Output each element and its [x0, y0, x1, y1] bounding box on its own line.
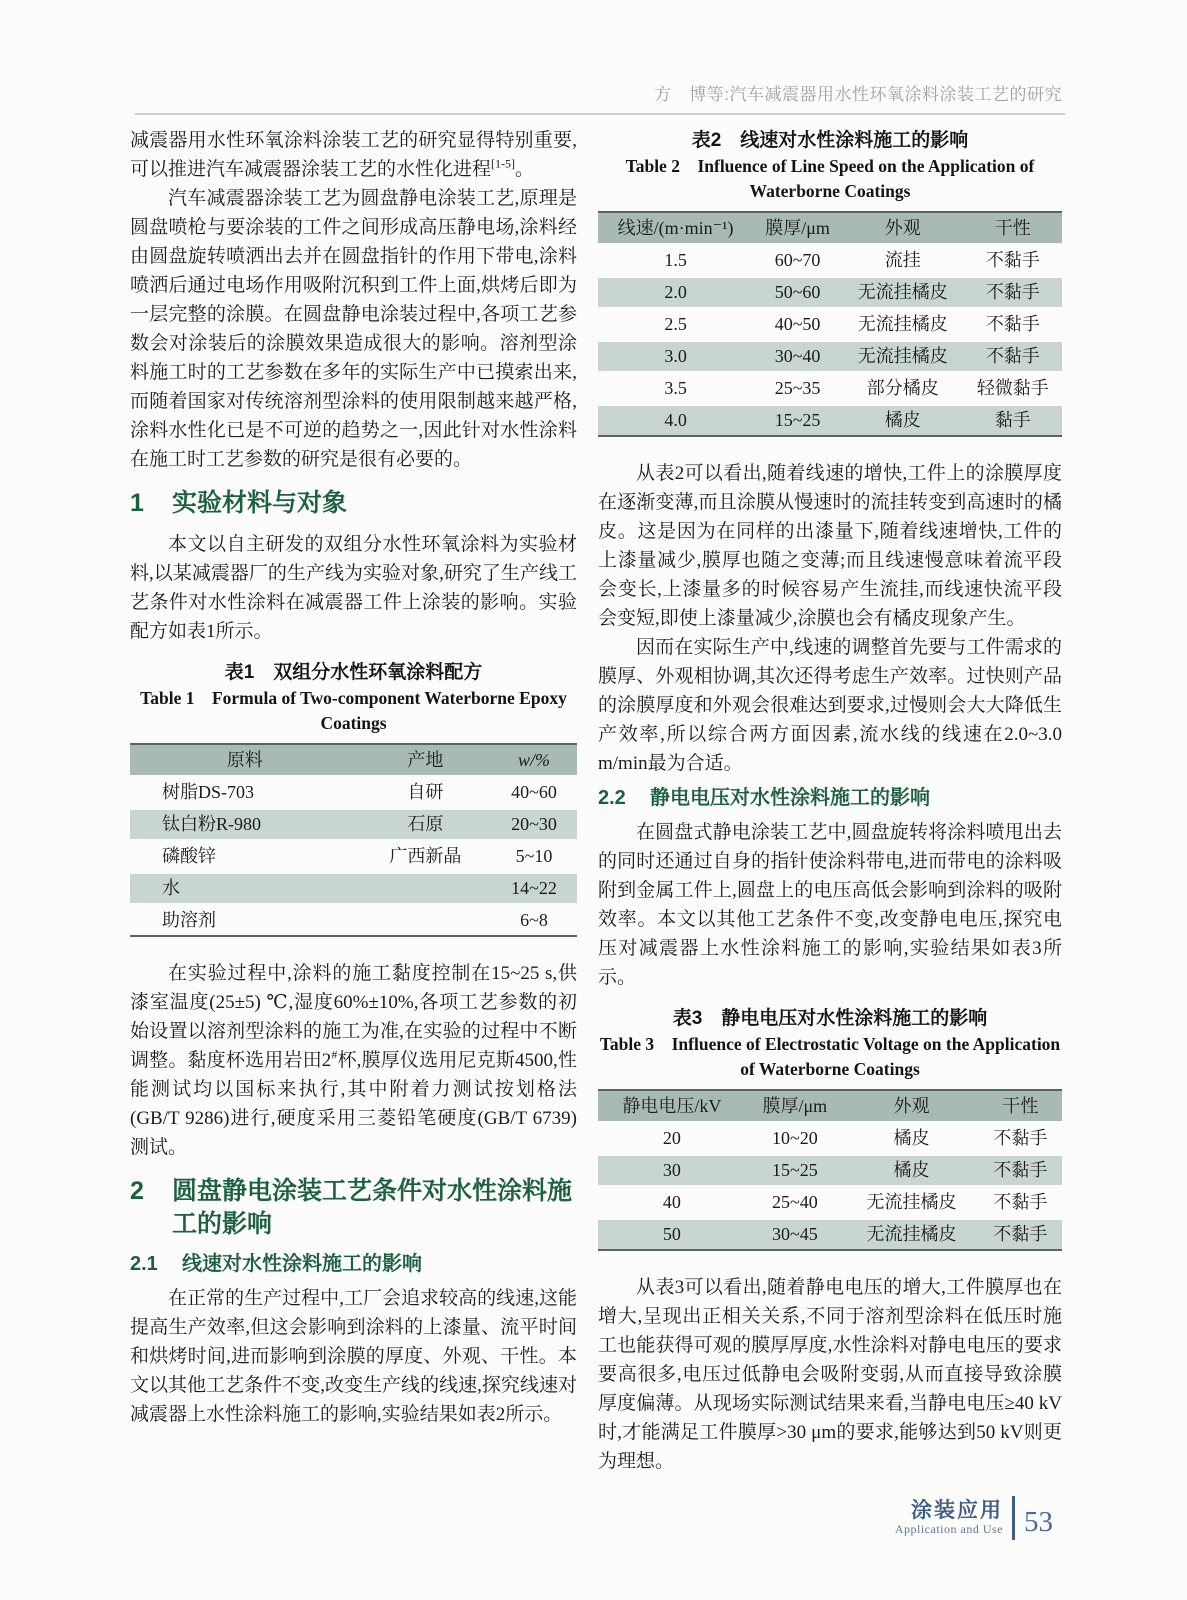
table-cell: 树脂DS-703 [130, 777, 360, 809]
table-cell: 橘皮 [884, 410, 921, 430]
column-header: 线速/(m·min⁻¹) [598, 212, 753, 245]
paragraph-text: 。 [515, 159, 535, 180]
running-head: 方 博等:汽车减震器用水性环氧涂料涂装工艺的研究 [654, 85, 1062, 104]
column-header: 原料 [130, 744, 360, 777]
table-cell: 20~30 [491, 809, 577, 841]
table1-block [130, 660, 577, 937]
table-row [130, 809, 577, 841]
table-cell: 无流挂橘皮 [844, 1187, 979, 1219]
table-cell: 橘皮 [844, 1123, 979, 1155]
table3-title-cn: 表3 静电电压对水性涂料施工的影响 [672, 1008, 988, 1029]
table-header-row [130, 744, 577, 777]
subsection-heading-2-1 [130, 1251, 577, 1278]
table2-title-cn: 表2 线速对水性涂料施工的影响 [691, 130, 969, 151]
table-cell: 10~20 [746, 1123, 844, 1155]
table2-block [598, 128, 1062, 437]
table-cell: 40~60 [491, 777, 577, 809]
column-header: w/% [491, 744, 577, 777]
table-row [598, 245, 1062, 277]
superscript-hash: # [331, 1047, 338, 1062]
citation-ref: [1-5] [491, 156, 516, 171]
subsection-number: 2.1 [130, 1253, 158, 1275]
table3-title-en: Table 3 Influence of Electrostatic Voltage on the Application of Waterborne Coatings [599, 1034, 1061, 1079]
table-cell: 6~8 [520, 910, 548, 930]
table-header-row [598, 1090, 1062, 1123]
table-header-row [598, 212, 1062, 245]
footer-section-en: Application and Use [894, 1522, 1003, 1536]
column-header: 干性 [979, 1090, 1062, 1123]
table-cell: 不黏手 [979, 1123, 1062, 1155]
right-column [598, 128, 1062, 1476]
paragraph-materials: 本文以自主研发的双组分水性环氧涂料为实验材料,以某减震器厂的生产线为实验对象,研究了生产线工艺条件对水性涂料在减震器工件上涂装的影响。实验配方如表1所示。 [130, 534, 577, 642]
column-header: 外观 [842, 212, 964, 245]
paragraph-text: 减震器用水性环氧涂料涂装工艺的研究显得特别重要,可以推进汽车减震器涂装工艺的水性化进程 [130, 130, 577, 180]
paragraph-process-principle: 汽车减震器涂装工艺为圆盘静电涂装工艺,原理是圆盘喷枪与要涂装的工件之间形成高压静电场,涂料经由圆盘旋转喷洒出去并在圆盘指针的作用下带电,涂料喷洒后通过电场作用吸附沉积到工件上面,烘烤后即为一层完整的涂膜。在圆盘静电涂装过程中,各项工艺参数会对涂装后的涂膜效果造成很大的影响。溶剂型涂料施工时的工艺参数在多年的实际生产中已摸索出来,而随着国家对传统溶剂型涂料的使用限制越来越严格,涂料水性化已是不可逆的趋势之一,因此针对水性涂料在施工时工艺参数的研究是很有必要的。 [130, 188, 577, 470]
footer-section-label [895, 1499, 1012, 1537]
table-cell: 不黏手 [964, 277, 1062, 309]
table-row [598, 309, 1062, 341]
section-number: 2 [130, 1177, 144, 1205]
paragraph-voltage-intro: 在圆盘式静电涂装工艺中,圆盘旋转将涂料喷甩出去的同时还通过自身的指针使涂料带电,进而带电的涂料吸附到金属工件上,圆盘上的电压高低会影响到涂料的吸附效率。本文以其他工艺条件不变,改变静电电压,探究电压对减震器上水性涂料施工的影响,实验结果如表3所示。 [598, 822, 1062, 988]
table-cell: 无流挂橘皮 [842, 277, 964, 309]
paragraph-table3-analysis: 从表3可以看出,随着静电电压的增大,工件膜厚也在增大,呈现出正相关关系,不同于溶剂型涂料在低压时施工也能获得可观的膜厚厚度,水性涂料对静电电压的要求要高很多,电压过低静电会吸附变弱,从而直接导致涂膜厚度偏薄。从现场实际测试结果来看,当静电电压≥40 kV时,才能满足工件膜厚>30 μm的要求,能够达到50 kV则更为理想。 [598, 1277, 1062, 1472]
paragraph-experiment-conditions [130, 959, 577, 1162]
paragraph-intro-continued [130, 126, 577, 184]
column-header: 产地 [360, 744, 491, 777]
table-cell: 水 [130, 873, 360, 905]
table-cell: 25~35 [753, 373, 842, 405]
table-cell: 无流挂橘皮 [866, 1224, 957, 1244]
table-row [130, 777, 577, 809]
table-row [598, 1187, 1062, 1219]
subsection-title: 静电电压对水性涂料施工的影响 [650, 787, 930, 809]
table-cell: 助溶剂 [162, 910, 216, 930]
table-cell: 5~10 [491, 841, 577, 873]
table-cell: 不黏手 [979, 1155, 1062, 1187]
table-row [598, 1123, 1062, 1155]
section-title: 圆盘静电涂装工艺条件对水性涂料施工的影响 [172, 1177, 573, 1238]
table-cell: 轻微黏手 [964, 373, 1062, 405]
table-cell: 广西新晶 [360, 841, 491, 873]
table-cell: 2.0 [598, 277, 753, 309]
table-cell: 50~60 [753, 277, 842, 309]
column-header: 干性 [964, 212, 1062, 245]
table-row [130, 841, 577, 873]
table-cell: 不黏手 [993, 1224, 1048, 1244]
table-row [598, 405, 1062, 437]
table-cell: 无流挂橘皮 [842, 341, 964, 373]
table3-block [598, 1006, 1062, 1251]
table-cell: 2.5 [598, 309, 753, 341]
table-cell: 不黏手 [979, 1187, 1062, 1219]
section-title: 实验材料与对象 [172, 489, 348, 517]
table-cell: 40 [598, 1187, 746, 1219]
page-number: 53 [1024, 1505, 1053, 1538]
table-cell: 25~40 [746, 1187, 844, 1219]
table-cell: 1.5 [598, 245, 753, 277]
table-row [598, 1219, 1062, 1251]
table-cell: 部分橘皮 [842, 373, 964, 405]
column-header: 膜厚/μm [753, 212, 842, 245]
table-cell: 3.5 [598, 373, 753, 405]
table2-title-en: Table 2 Influence of Line Speed on the Application of Waterborne Coatings [625, 156, 1035, 201]
header-rule [135, 113, 1065, 115]
subsection-number: 2.2 [598, 787, 626, 809]
table-cell: 无流挂橘皮 [842, 309, 964, 341]
table-cell: 3.0 [598, 341, 753, 373]
table-cell: 不黏手 [964, 341, 1062, 373]
table-cell: 15~25 [774, 410, 821, 430]
table-1 [130, 743, 577, 937]
table-row [130, 905, 577, 937]
table1-title-en: Table 1 Formula of Two-component Waterborne Epoxy Coatings [140, 688, 567, 733]
left-column [130, 126, 577, 1429]
section-heading-1 [130, 487, 577, 520]
table-cell: 流挂 [842, 245, 964, 277]
paragraph-line-speed-conclusion: 因而在实际生产中,线速的调整首先要与工件需求的膜厚、外观相协调,其次还得考虑生产效率。过快则产品的涂膜厚度和外观会很难达到要求,过慢则会大大降低生产效率,所以综合两方面因素,流水线的线速在2.0~3.0 m/min最为合适。 [598, 637, 1062, 774]
footer-section-cn: 涂装应用 [911, 1499, 1003, 1522]
paragraph-text: 杯,膜厚仪选用尼克斯4500,性能测试均以国标来执行,其中附着力测试按划格法(GB/T 9286)进行,硬度采用三菱铅笔硬度(GB/T 6739)测试。 [130, 1050, 577, 1158]
table-cell: 黏手 [994, 410, 1031, 430]
table-cell [360, 873, 491, 905]
table-row [130, 873, 577, 905]
table-cell: 钛白粉R-980 [130, 809, 360, 841]
table-cell: 30 [598, 1155, 746, 1187]
table-cell: 40~50 [753, 309, 842, 341]
subsection-heading-2-2 [598, 785, 1062, 812]
table-cell: 30~40 [753, 341, 842, 373]
section-heading-2 [130, 1175, 577, 1241]
table-row [598, 341, 1062, 373]
table-cell: 不黏手 [964, 309, 1062, 341]
table-cell: 15~25 [746, 1155, 844, 1187]
table1-title-cn: 表1 双组分水性环氧涂料配方 [224, 662, 483, 683]
paragraph-table2-analysis: 从表2可以看出,随着线速的增快,工件上的涂膜厚度在逐渐变薄,而且涂膜从慢速时的流挂转变到高速时的橘皮。这是因为在同样的出漆量下,随着线速增快,工件的上漆量减少,膜厚也随之变薄;而且线速慢意味着流平段会变长,上漆量多的时候容易产生流挂,而线速快流平段会变短,即使上漆量减少,涂膜也会有橘皮现象产生。 [598, 463, 1062, 629]
page-footer [895, 1496, 1053, 1540]
paragraph-text: 在实验过程中,涂料的施工黏度控制在15~25 s,供漆室温度(25±5) ℃,湿度60%±10%,各项工艺参数的初始设置以溶剂型涂料的施工为准,在实验的过程中不断调整。黏度杯选用岩田2 [130, 963, 577, 1071]
table-cell: 50 [662, 1224, 681, 1244]
table-row [598, 373, 1062, 405]
table-cell: 14~22 [491, 873, 577, 905]
table-row [598, 277, 1062, 309]
table-cell [360, 905, 491, 937]
table-cell: 30~45 [771, 1224, 818, 1244]
column-header: 外观 [844, 1090, 979, 1123]
table-2 [598, 211, 1062, 437]
table-cell: 不黏手 [964, 245, 1062, 277]
column-header: 静电电压/kV [598, 1090, 746, 1123]
table-cell: 橘皮 [844, 1155, 979, 1187]
table-cell: 石原 [360, 809, 491, 841]
subsection-title: 线速对水性涂料施工的影响 [182, 1253, 422, 1275]
table-cell: 自研 [360, 777, 491, 809]
paragraph-line-speed-intro: 在正常的生产过程中,工厂会追求较高的线速,这能提高生产效率,但这会影响到涂料的上漆量、流平时间和烘烤时间,进而影响到涂膜的厚度、外观、干性。本文以其他工艺条件不变,改变生产线的线速,探究线速对减震器上水性涂料施工的影响,实验结果如表2所示。 [130, 1288, 577, 1425]
column-header: 膜厚/μm [746, 1090, 844, 1123]
table-cell: 60~70 [753, 245, 842, 277]
table-row [598, 1155, 1062, 1187]
table-cell: 磷酸锌 [130, 841, 360, 873]
section-number: 1 [130, 489, 144, 517]
table-3 [598, 1089, 1062, 1251]
table-cell: 4.0 [664, 410, 687, 430]
table-cell: 20 [598, 1123, 746, 1155]
